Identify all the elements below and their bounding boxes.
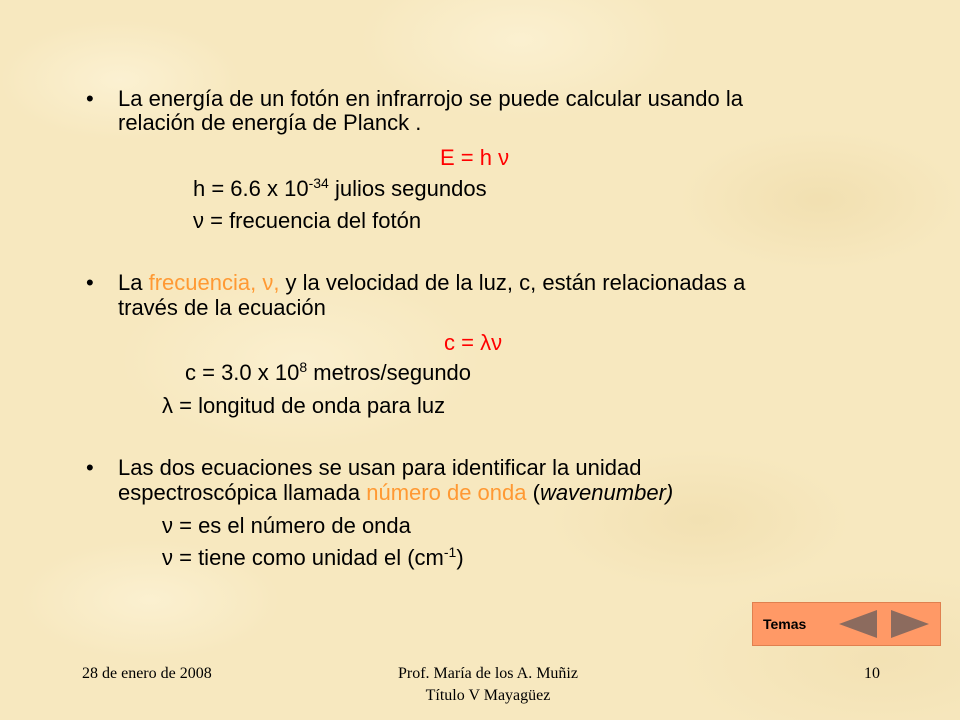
bullet-3-line-2 [118, 480, 673, 505]
temas-link[interactable]: Temas [763, 616, 807, 632]
wavenumber-unit-line [162, 545, 464, 570]
planck-constant-exponent: -34 [308, 175, 329, 191]
bullet-2-text-start: La [118, 270, 149, 295]
footer-author-line-2: Título V Mayagüez [425, 687, 551, 704]
bullet-3-text-start: espectroscópica llamada [118, 480, 367, 505]
bullet-1-line-1: La energía de un fotón en infrarrojo se puede calcular usando la [118, 86, 743, 111]
bullet-1-marker: • [86, 86, 94, 111]
footer-author-line-1: Prof. María de los A. Muñiz [398, 665, 578, 682]
triangle-right-icon[interactable] [887, 607, 935, 641]
wavenumber-definition: ν = es el número de onda [162, 513, 411, 538]
wavenumber-unit-text: ν = tiene como unidad el (cm [162, 545, 444, 570]
frequency-definition: ν = frecuencia del fotón [193, 208, 422, 233]
bullet-3-line-1: Las dos ecuaciones se usan para identificar la unidad [118, 455, 642, 480]
wavenumber-unit-exponent: -1 [443, 544, 457, 560]
bullet-2-line-2: través de la ecuación [118, 295, 326, 320]
bullet-3-paren: ( [526, 480, 540, 505]
footer-date: 28 de enero de 2008 [82, 665, 212, 682]
wavelength-definition: λ = longitud de onda para luz [162, 393, 446, 418]
bullet-2-line-1 [118, 270, 745, 295]
light-speed-text: c = 3.0 x 10 [185, 360, 300, 385]
light-speed-unit: metros/segundo [307, 360, 472, 385]
planck-constant-line [193, 176, 487, 201]
planck-constant-unit: julios segundos [328, 176, 487, 201]
equation-light-speed: c = λν [444, 330, 503, 355]
equation-planck: E = h ν [440, 145, 510, 170]
light-speed-exponent: 8 [299, 359, 308, 375]
footer-page-number: 10 [864, 665, 880, 682]
planck-constant-text: h = 6.6 x 10 [193, 176, 309, 201]
bullet-2-marker: • [86, 270, 94, 295]
bullet-3-marker: • [86, 455, 94, 480]
bullet-2-text-end: y la velocidad de la luz, c, están relacionadas a [279, 270, 746, 295]
bullet-2-highlight: frecuencia, ν, [148, 270, 280, 295]
bullet-3-highlight: número de onda [366, 480, 527, 505]
light-speed-line [185, 360, 471, 385]
triangle-left-icon[interactable] [833, 607, 881, 641]
bullet-1-line-2: relación de energía de Planck . [118, 110, 422, 135]
navigation-box [752, 602, 941, 646]
wavenumber-unit-close: ) [456, 545, 464, 570]
bullet-3-italic: wavenumber) [539, 480, 674, 505]
